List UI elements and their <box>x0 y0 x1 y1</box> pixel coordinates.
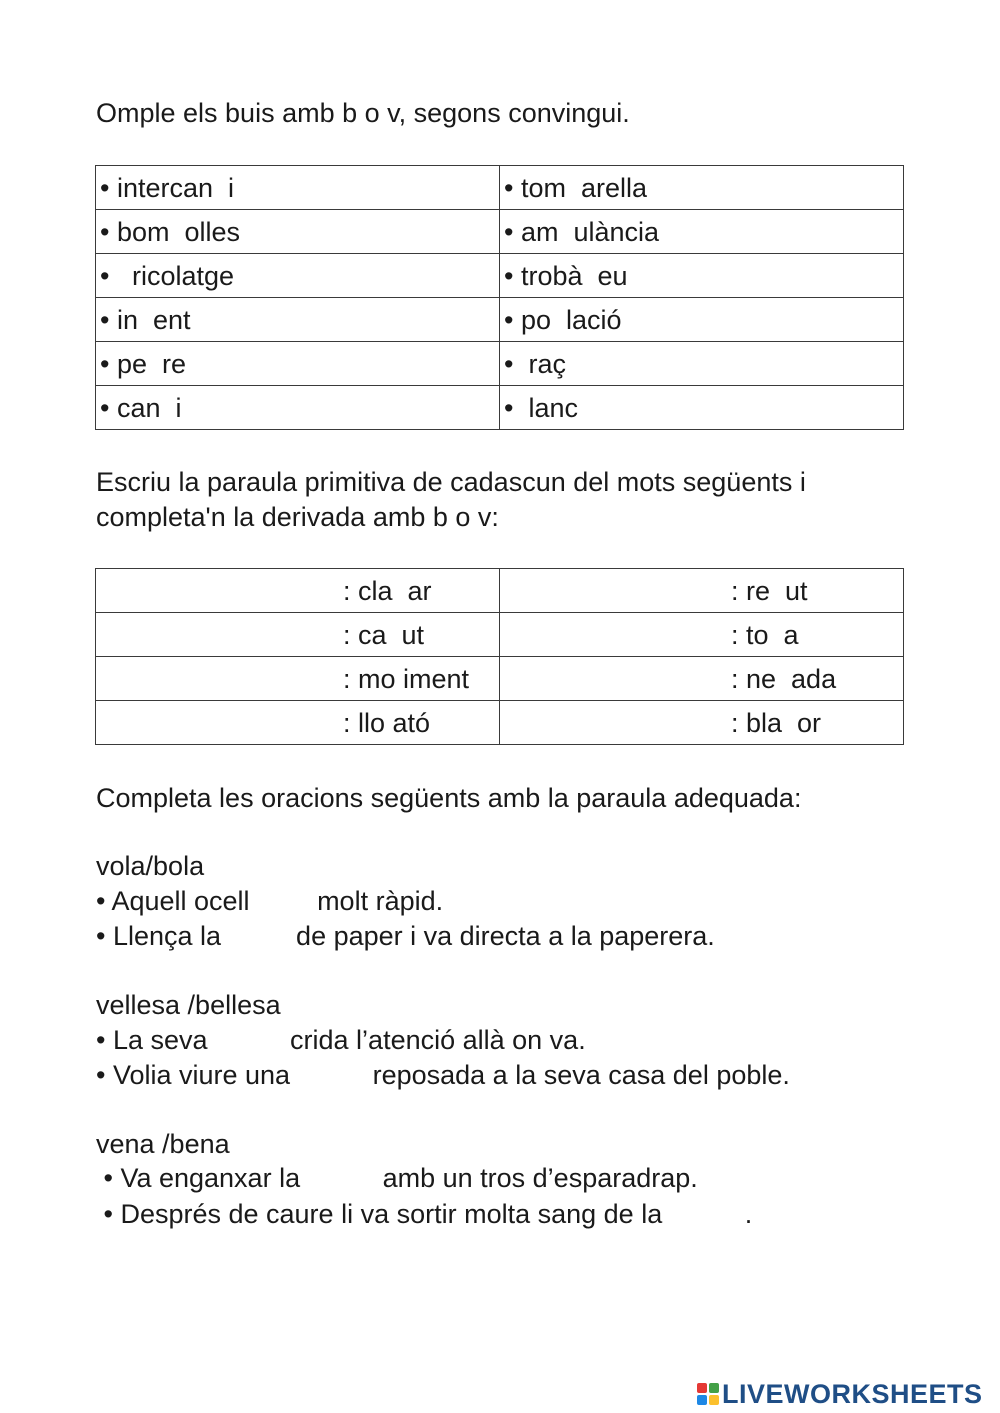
liveworksheets-logo <box>697 1378 983 1410</box>
table-cell: : bla or <box>500 701 904 745</box>
table-cell: • tom arella <box>500 166 904 210</box>
table-cell: • in ent <box>96 298 500 342</box>
table-row <box>96 342 904 386</box>
word-pair-label: vola/bola <box>96 851 205 881</box>
table-cell: • can i <box>96 386 500 430</box>
table-row <box>96 613 904 657</box>
table-row <box>96 657 904 701</box>
sentence: • Volia viure una reposada a la seva casa del poble. <box>96 1060 790 1090</box>
table-cell: • am ulància <box>500 210 904 254</box>
table-row <box>96 166 904 210</box>
table-cell: • lanc <box>500 386 904 430</box>
sentence: • Llença la de paper i va directa a la paperera. <box>96 921 715 951</box>
table-cell: : ne ada <box>500 657 904 701</box>
exercise2-instruction-line1: Escriu la paraula primitiva de cadascun del mots següents i <box>96 467 806 497</box>
table-cell: • pe re <box>96 342 500 386</box>
table-cell: : cla ar <box>96 569 500 613</box>
table-row <box>96 298 904 342</box>
table-cell: : to a <box>500 613 904 657</box>
table-cell: • bom olles <box>96 210 500 254</box>
logo-text: LIVEWORKSHEETS <box>722 1378 983 1409</box>
exercise1-instruction: Omple els buis amb b o v, segons convingui. <box>96 98 630 128</box>
table-cell: : llo ató <box>96 701 500 745</box>
exercise2-instruction-line2: completa'n la derivada amb b o v: <box>96 502 499 532</box>
table-cell: : mo iment <box>96 657 500 701</box>
table-row <box>96 386 904 430</box>
table-row <box>96 569 904 613</box>
table-row <box>96 701 904 745</box>
sentence: • Després de caure li va sortir molta sang de la . <box>96 1199 753 1229</box>
table-cell: : re ut <box>500 569 904 613</box>
table-cell: • raç <box>500 342 904 386</box>
table-row <box>96 254 904 298</box>
table-row <box>96 210 904 254</box>
exercise2-table <box>95 568 904 745</box>
logo-mark-icon <box>697 1383 719 1405</box>
word-pair-label: vena /bena <box>96 1129 230 1159</box>
table-cell: • ricolatge <box>96 254 500 298</box>
table-cell: : ca ut <box>96 613 500 657</box>
exercise3-instruction: Completa les oracions següents amb la paraula adequada: <box>96 783 802 813</box>
sentence: • La seva crida l’atenció allà on va. <box>96 1025 586 1055</box>
table-cell: • trobà eu <box>500 254 904 298</box>
sentence: • Va enganxar la amb un tros d’esparadrap. <box>96 1163 698 1193</box>
table-cell: • po lació <box>500 298 904 342</box>
exercise1-table <box>95 165 904 430</box>
word-pair-label: vellesa /bellesa <box>96 990 281 1020</box>
sentence: • Aquell ocell molt ràpid. <box>96 886 444 916</box>
table-cell: • intercan i <box>96 166 500 210</box>
